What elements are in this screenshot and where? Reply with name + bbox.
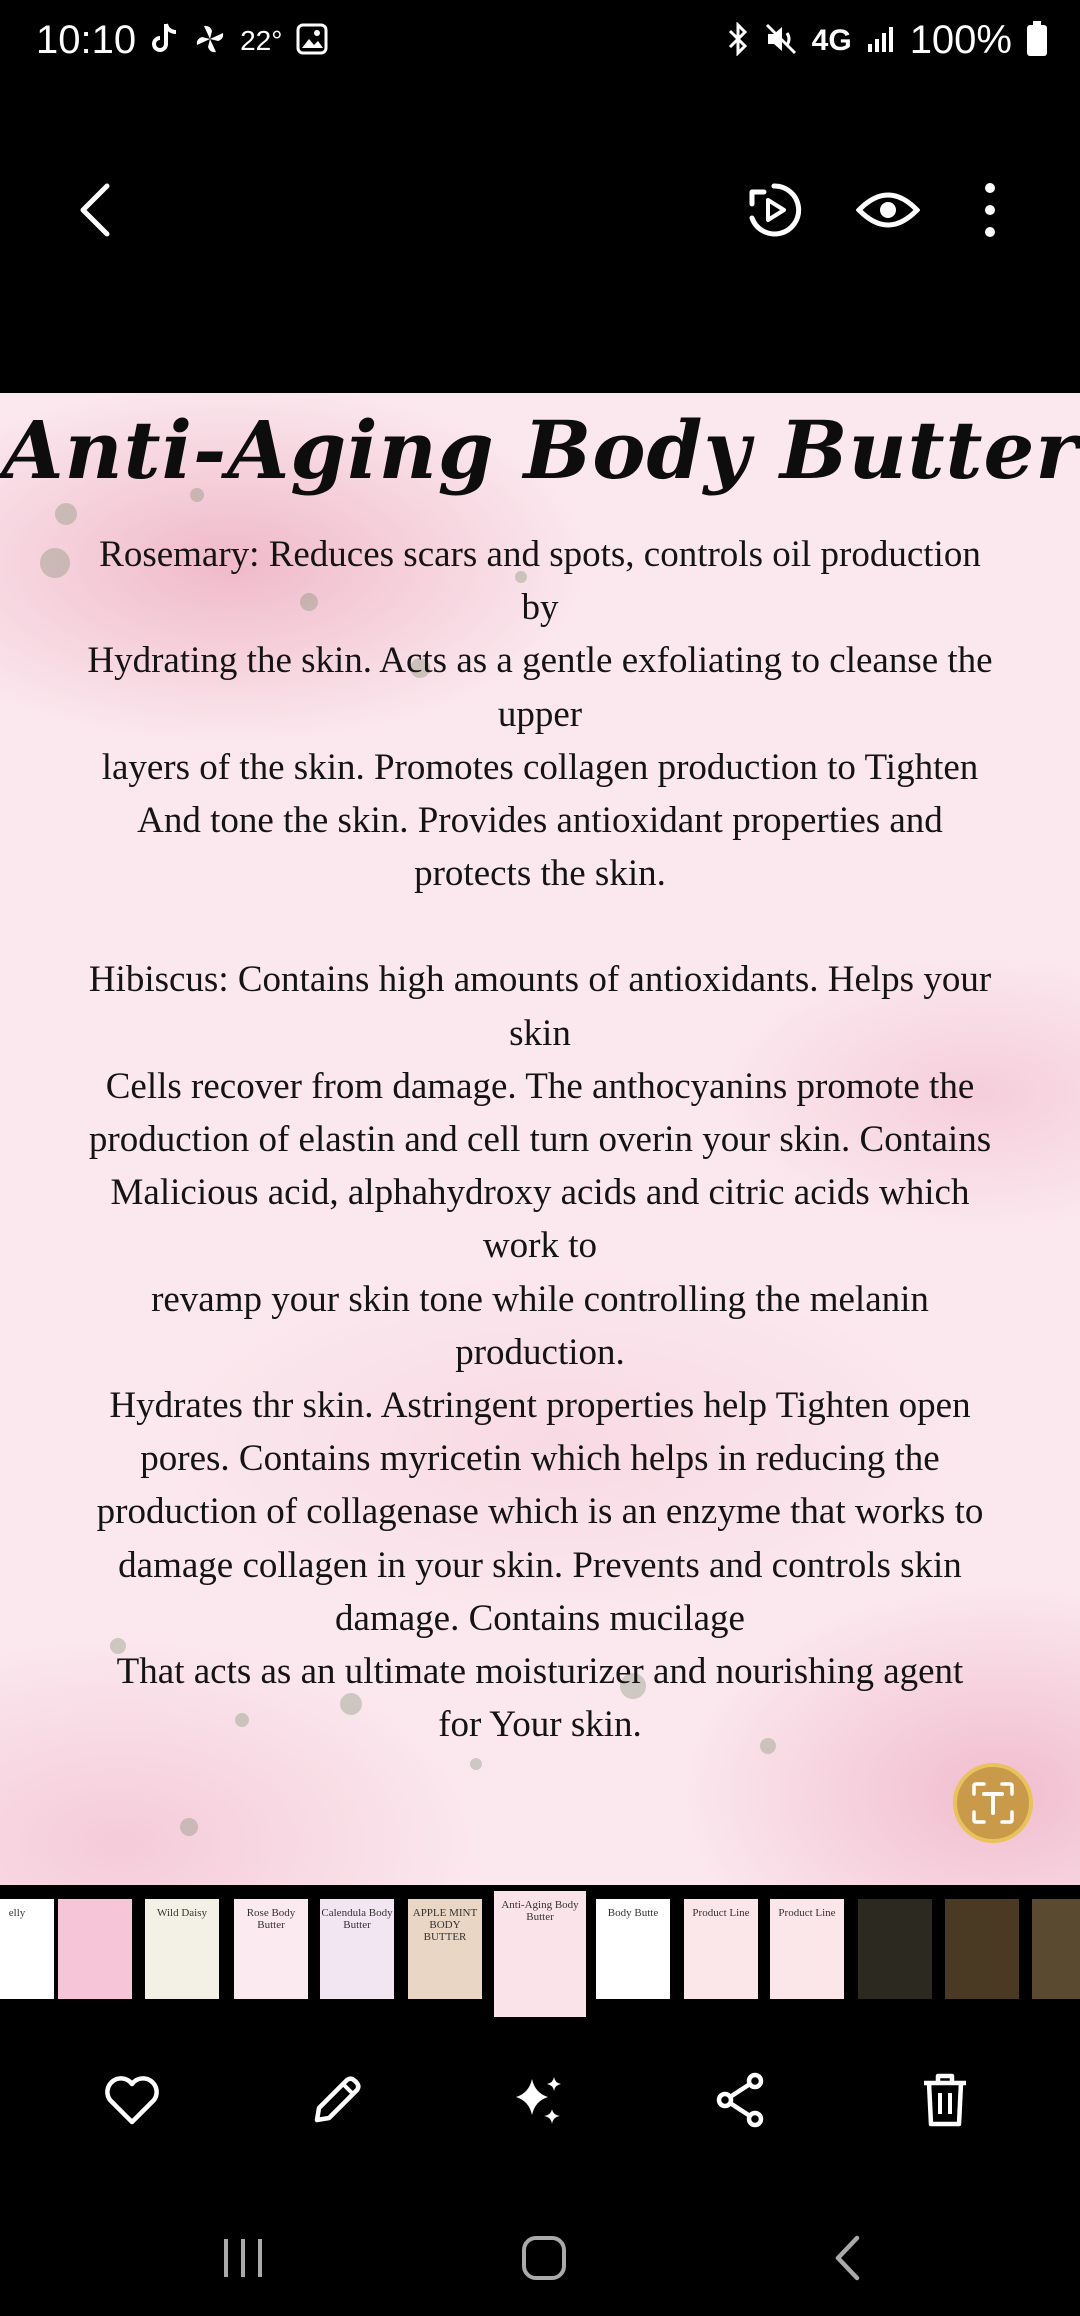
bluetooth-icon <box>726 22 750 60</box>
thumbnail[interactable] <box>234 1899 308 1999</box>
thumbnail-caption: Product Line <box>778 1907 836 1919</box>
poster-line: protects the skin. <box>414 853 666 895</box>
share-icon <box>715 2072 767 2128</box>
poster-line: upper <box>497 693 583 735</box>
recents-icon <box>220 2237 266 2279</box>
text-scan-icon <box>970 1780 1016 1826</box>
poster-line: That acts as an ultimate moisturizer and nourishing agent <box>116 1651 964 1693</box>
poster-line: production of elastin and cell turn overin your skin. Contains <box>88 1119 992 1161</box>
thumbnail[interactable] <box>858 1899 932 1999</box>
poster-line: Hydrating the skin. Acts as a gentle exfoliating to cleanse the <box>87 640 993 682</box>
thumbnail[interactable] <box>945 1899 1019 1999</box>
signal-icon <box>866 24 896 58</box>
poster-line: pores. Contains myricetin which helps in reducing the <box>140 1438 940 1480</box>
poster-line: Cells recover from damage. The anthocyanins promote the <box>105 1065 975 1107</box>
delete-icon <box>920 2071 970 2129</box>
eye-icon <box>856 186 920 234</box>
status-time: 10:10 <box>36 18 137 62</box>
motion-photo-icon <box>744 180 804 240</box>
poster-line: damage collagen in your skin. Prevents and controls skin <box>118 1544 962 1586</box>
poster-line: Hydrates thr skin. Astringent properties help Tighten open <box>109 1385 971 1427</box>
poster-line: Rosemary: Reduces scars and spots, controls oil production <box>99 534 981 575</box>
poster-line: production. <box>455 1331 625 1373</box>
extract-text-button[interactable] <box>953 1763 1033 1843</box>
thumbnail-caption: Anti-Aging Body Butter <box>501 1899 579 1923</box>
speckle <box>470 1758 482 1770</box>
thumbnail-caption: Body Butte <box>607 1907 659 1919</box>
thumbnail[interactable] <box>684 1899 758 1999</box>
home-icon <box>520 2234 568 2282</box>
poster-line: Hibiscus: Contains high amounts of antioxidants. Helps your <box>88 959 992 1001</box>
poster-line: work to <box>482 1225 598 1267</box>
poster-line: revamp your skin tone while controlling the melanin <box>151 1278 929 1320</box>
poster-line: And tone the skin. Provides antioxidant properties and <box>137 800 943 842</box>
thumbnail-caption: Calendula Body Butter <box>321 1907 393 1931</box>
thumbnail-caption: Product Line <box>692 1907 750 1919</box>
speckle <box>55 503 77 525</box>
thumbnail-current[interactable] <box>494 1891 586 2017</box>
status-temperature: 22° <box>240 24 283 56</box>
poster-line: layers of the skin. Promotes collagen production to Tighten <box>101 746 979 788</box>
motion-photo-button[interactable] <box>724 150 824 270</box>
poster-line: production of collagenase which is an enzyme that works to <box>96 1491 984 1533</box>
thumbnail-caption: APPLE MINT BODY BUTTER <box>412 1907 478 1943</box>
poster-line: for Your skin. <box>438 1704 642 1746</box>
thumbnail-caption: elly <box>8 1907 26 1919</box>
gallery-icon <box>296 23 328 59</box>
thumbnail-caption: Wild Daisy <box>157 1907 207 1919</box>
thumbnail[interactable] <box>770 1899 844 1999</box>
view-eye-button[interactable] <box>838 150 938 270</box>
poster-body <box>0 528 1080 1751</box>
tiktok-icon <box>150 22 180 60</box>
thumbnail[interactable] <box>58 1899 132 1999</box>
favorite-button[interactable] <box>77 2040 187 2160</box>
edit-button[interactable] <box>282 2040 392 2160</box>
photo-view[interactable] <box>0 393 1080 1885</box>
poster-line: skin <box>509 1012 571 1054</box>
heart-icon <box>103 2074 161 2126</box>
delete-button[interactable] <box>890 2040 1000 2160</box>
speckle <box>180 1818 198 1836</box>
poster-title: Anti-Aging Body Butter <box>1 403 1079 497</box>
thumbnail[interactable] <box>596 1899 670 1999</box>
poster-line: damage. Contains mucilage <box>335 1597 745 1639</box>
thumbnail[interactable] <box>320 1899 394 1999</box>
recents-button[interactable] <box>183 2200 303 2316</box>
viewer-top-bar <box>0 150 1080 270</box>
poster-line: Malicious acid, alphahydroxy acids and citric acids which <box>110 1172 970 1214</box>
paragraph-gap <box>0 900 1080 953</box>
battery-percent: 100% <box>909 18 1012 62</box>
thumbnail[interactable] <box>0 1899 54 1999</box>
more-vert-icon <box>982 182 998 238</box>
ai-enhance-button[interactable] <box>484 2040 594 2160</box>
thumbnail-filmstrip[interactable] <box>0 1885 1080 2021</box>
battery-icon <box>1026 21 1048 61</box>
status-bar <box>0 0 1080 92</box>
thumbnail-caption: Rose Body Butter <box>246 1907 296 1931</box>
pinwheel-icon <box>194 23 226 59</box>
system-nav-bar <box>0 2200 1080 2316</box>
thumbnail[interactable] <box>408 1899 482 1999</box>
thumbnail[interactable] <box>145 1899 219 1999</box>
poster-line: by <box>521 587 559 629</box>
share-button[interactable] <box>686 2040 796 2160</box>
mute-icon <box>764 22 798 60</box>
back-button[interactable] <box>45 150 145 270</box>
more-options-button[interactable] <box>940 150 1040 270</box>
back-nav-button[interactable] <box>787 2200 907 2316</box>
sparkle-icon <box>510 2071 568 2129</box>
thumbnail[interactable] <box>1032 1899 1080 1999</box>
edit-icon <box>309 2072 365 2128</box>
network-type: 4G <box>811 23 852 57</box>
back-icon <box>832 2234 862 2282</box>
bottom-action-bar <box>0 2040 1080 2160</box>
chevron-left-icon <box>75 180 115 240</box>
home-button[interactable] <box>484 2200 604 2316</box>
